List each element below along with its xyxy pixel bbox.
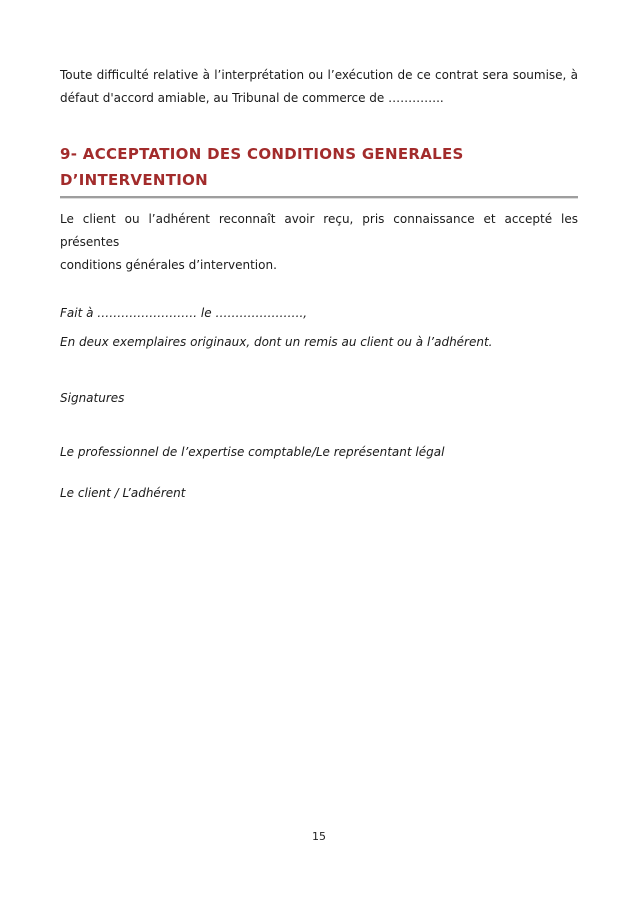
- jurisdiction-paragraph-line2: défaut d'accord amiable, au Tribunal de commerce de …………..: [60, 91, 444, 105]
- fait-a-line: Fait à ……………………. le ………………….,: [60, 306, 308, 320]
- exemplaires-line: En deux exemplaires originaux, dont un remis au client ou à l’adhérent.: [60, 335, 493, 349]
- acceptance-paragraph-line1: Le client ou l’adhérent reconnaît avoir reçu, pris connaissance et accepté les présentes: [60, 212, 578, 249]
- client-signature-line: Le client / L’adhérent: [60, 486, 186, 500]
- professionnel-signature-line: Le professionnel de l’expertise comptable/Le représentant légal: [60, 445, 445, 459]
- acceptance-paragraph-line2: conditions générales d’intervention.: [60, 258, 277, 272]
- signatures-label: Signatures: [60, 391, 125, 405]
- section-9-heading: [60, 141, 578, 198]
- page-number: 15: [312, 830, 326, 843]
- jurisdiction-paragraph: [60, 64, 578, 110]
- jurisdiction-paragraph-line1: Toute difficulté relative à l’interprétation ou l’exécution de ce contrat sera soumise, à: [60, 68, 578, 82]
- section-9-heading-line1: 9- ACCEPTATION DES CONDITIONS GENERALES: [60, 145, 464, 163]
- page-content: [0, 64, 638, 505]
- acceptance-paragraph: [60, 208, 578, 277]
- section-9-heading-line2: D’INTERVENTION: [60, 171, 209, 189]
